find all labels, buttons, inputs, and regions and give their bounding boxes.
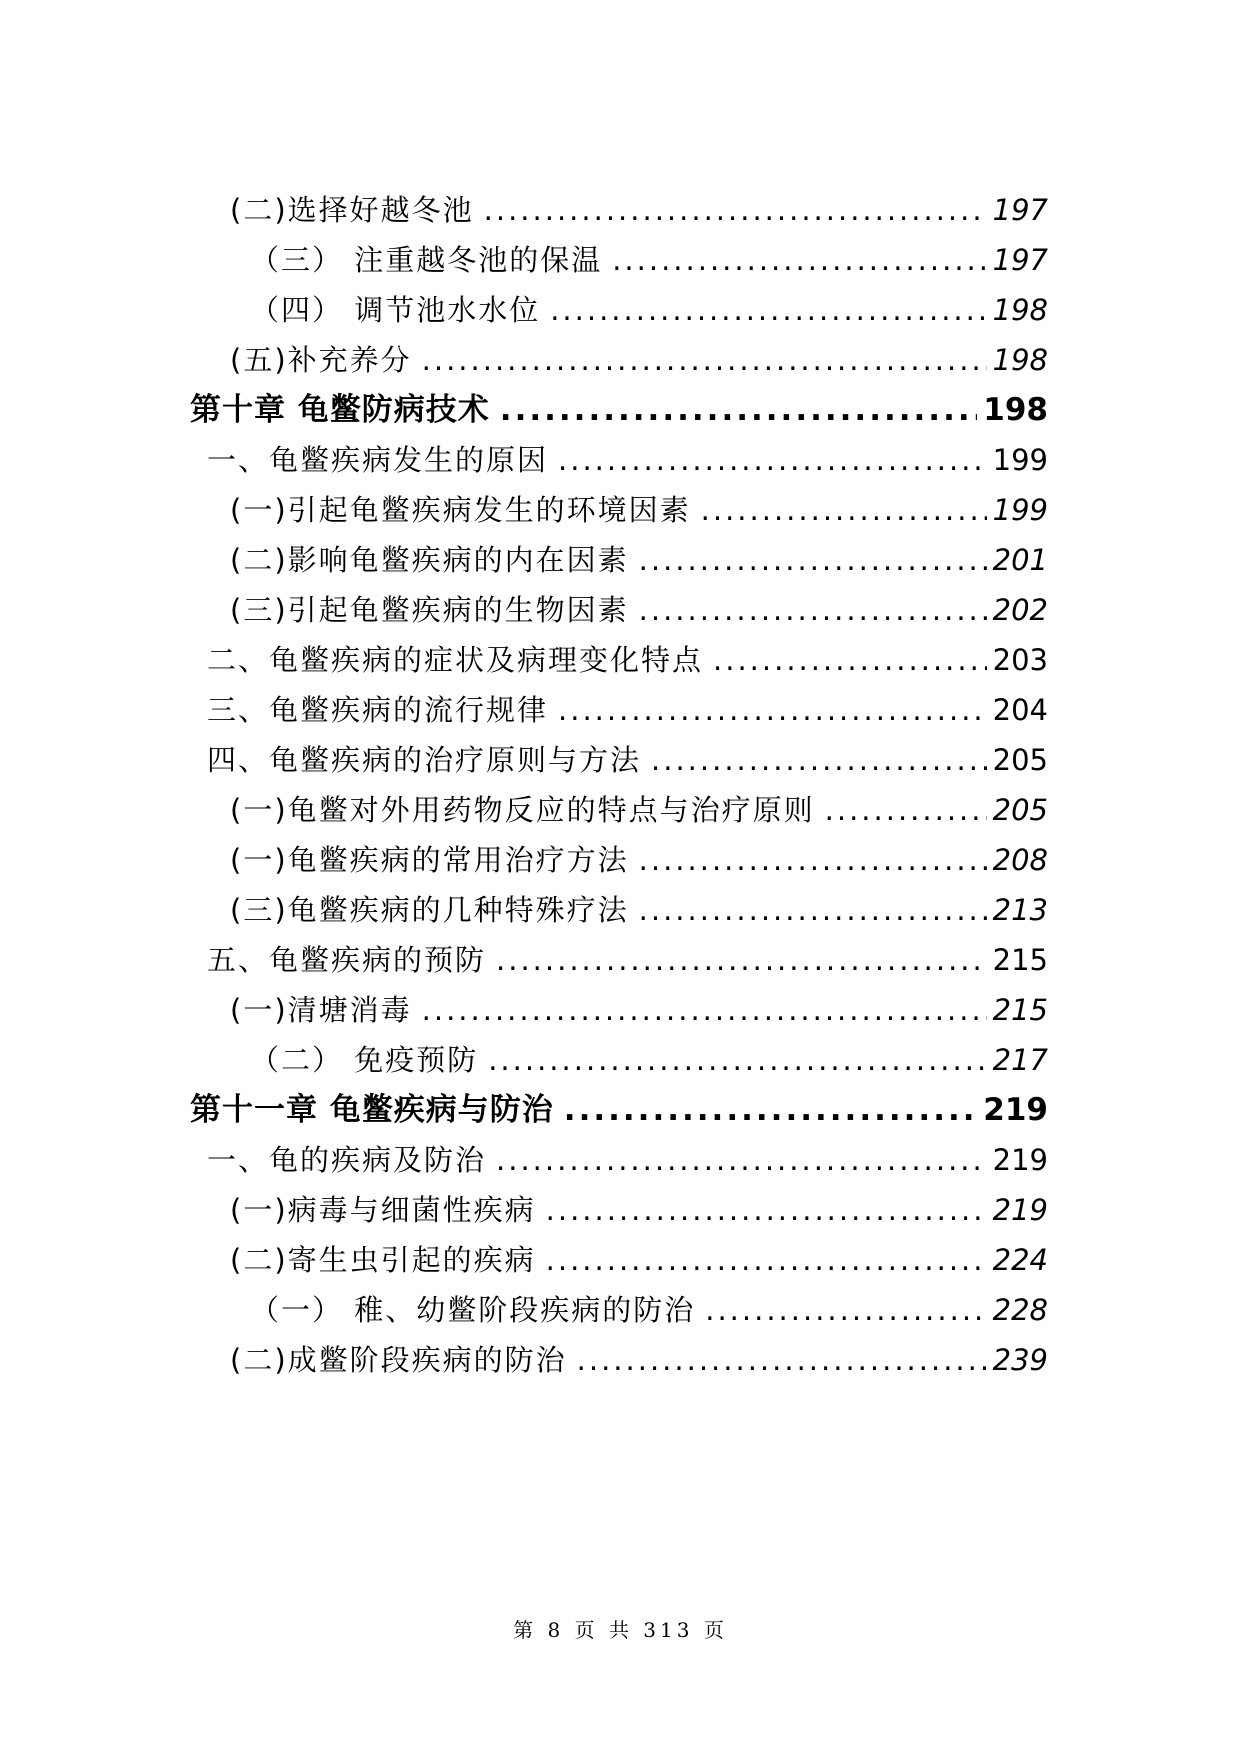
toc-entry-page: 198 [992, 343, 1048, 377]
toc-entry-title: （二） 免疫预防 [250, 1043, 479, 1077]
toc-entry[interactable] [230, 186, 1048, 234]
toc-entry-title: （一） 稚、幼鳖阶段疾病的防治 [250, 1293, 696, 1327]
toc-entry[interactable] [230, 986, 1048, 1034]
dot-leader [558, 436, 987, 484]
dot-leader [500, 386, 977, 434]
toc-entry-title: 三、龟鳖疾病的流行规律 [207, 693, 549, 727]
toc-entry-title: (五)补充养分 [230, 343, 412, 377]
toc-entry-title: (三)龟鳖疾病的几种特殊疗法 [230, 893, 629, 927]
toc-chapter-entry[interactable] [190, 386, 1048, 434]
toc-entry-page: 215 [992, 993, 1048, 1027]
toc-entry-page: 205 [992, 793, 1048, 827]
dot-leader [825, 786, 987, 834]
toc-entry-title: 五、龟鳖疾病的预防 [207, 943, 487, 977]
toc-entry-title: (一)引起龟鳖疾病发生的环境因素 [230, 493, 691, 527]
toc-entry[interactable] [250, 236, 1048, 284]
toc-section-entry[interactable] [207, 736, 1048, 784]
dot-leader [639, 886, 987, 934]
toc-entry-title: 四、龟鳖疾病的治疗原则与方法 [207, 743, 642, 777]
dot-leader [639, 836, 987, 884]
toc-entry-page: 198 [992, 293, 1048, 327]
toc-entry-title: (一)龟鳖疾病的常用治疗方法 [230, 843, 629, 877]
toc-entry-title: (二)选择好越冬池 [230, 193, 474, 227]
dot-leader [422, 986, 987, 1034]
toc-chapter-entry[interactable] [190, 1086, 1048, 1134]
toc-section-entry[interactable] [207, 636, 1048, 684]
toc-entry[interactable] [250, 1286, 1048, 1334]
dot-leader [651, 736, 987, 784]
toc-entry[interactable] [250, 1036, 1048, 1084]
toc-entry-page: 213 [992, 893, 1048, 927]
toc-entry[interactable] [230, 786, 1048, 834]
toc-entry-title: (三)引起龟鳖疾病的生物因素 [230, 593, 629, 627]
toc-section-entry[interactable] [207, 936, 1048, 984]
toc-entry-page: 204 [992, 693, 1048, 727]
toc-section-entry[interactable] [207, 436, 1048, 484]
dot-leader [639, 586, 987, 634]
toc-entry[interactable] [230, 1236, 1048, 1284]
toc-entry-page: 202 [992, 593, 1048, 627]
dot-leader [422, 336, 987, 384]
dot-leader [546, 1236, 987, 1284]
page-footer: 第 8 页 共 313 页 [513, 1618, 728, 1642]
toc-entry[interactable] [230, 836, 1048, 884]
toc-entry-page: 208 [992, 843, 1048, 877]
toc-entry-title: 二、龟鳖疾病的症状及病理变化特点 [207, 643, 704, 677]
toc-section-entry[interactable] [207, 1136, 1048, 1184]
dot-leader [713, 636, 987, 684]
toc-entry-page: 217 [992, 1043, 1048, 1077]
toc-entry[interactable] [230, 586, 1048, 634]
toc-entry-title: (二)寄生虫引起的疾病 [230, 1243, 536, 1277]
dot-leader [488, 1036, 986, 1084]
toc-entry-title: 第十一章 龟鳖疾病与防治 [190, 1092, 554, 1128]
dot-leader [705, 1286, 986, 1334]
toc-entry-page: 219 [992, 1193, 1048, 1227]
toc-entry-page: 239 [992, 1343, 1048, 1377]
dot-leader [484, 186, 987, 234]
dot-leader [577, 1336, 987, 1384]
dot-leader [558, 686, 987, 734]
toc-entry-page: 228 [992, 1293, 1048, 1327]
toc-entry-title: (一)清塘消毒 [230, 993, 412, 1027]
toc-entry-title: (二)影响龟鳖疾病的内在因素 [230, 543, 629, 577]
dot-leader [550, 286, 986, 334]
toc-entry-title: 一、龟的疾病及防治 [207, 1143, 487, 1177]
toc-section-entry[interactable] [207, 686, 1048, 734]
toc-entry[interactable] [230, 336, 1048, 384]
toc-entry-page: 197 [992, 243, 1048, 277]
toc-entry-title: (二)成鳖阶段疾病的防治 [230, 1343, 567, 1377]
toc-entry-title: （四） 调节池水水位 [250, 293, 541, 327]
dot-leader [612, 236, 986, 284]
dot-leader [496, 936, 987, 984]
toc-entry[interactable] [230, 486, 1048, 534]
toc-entry-page: 215 [992, 943, 1048, 977]
toc-entry[interactable] [230, 1186, 1048, 1234]
toc-entry-title: (一)龟鳖对外用药物反应的特点与治疗原则 [230, 793, 815, 827]
toc-entry-page: 197 [992, 193, 1048, 227]
toc-entry-page: 201 [992, 543, 1048, 577]
toc-entry[interactable] [230, 1336, 1048, 1384]
dot-leader [639, 536, 987, 584]
toc-entry[interactable] [250, 286, 1048, 334]
dot-leader [546, 1186, 987, 1234]
dot-leader [564, 1086, 977, 1134]
toc-entry-page: 219 [992, 1143, 1048, 1177]
toc-entry-page: 219 [983, 1092, 1048, 1128]
toc-entry[interactable] [230, 886, 1048, 934]
toc-entry[interactable] [230, 536, 1048, 584]
toc-entry-page: 198 [983, 392, 1048, 428]
dot-leader [701, 486, 987, 534]
toc-entry-page: 224 [992, 1243, 1048, 1277]
toc-entry-page: 199 [992, 443, 1048, 477]
toc-entry-page: 203 [992, 643, 1048, 677]
toc-entry-page: 199 [992, 493, 1048, 527]
toc-entry-title: (一)病毒与细菌性疾病 [230, 1193, 536, 1227]
toc-entry-title: 一、龟鳖疾病发生的原因 [207, 443, 549, 477]
toc-entry-page: 205 [992, 743, 1048, 777]
dot-leader [496, 1136, 987, 1184]
toc-entry-title: （三） 注重越冬池的保温 [250, 243, 603, 277]
toc-entry-title: 第十章 龟鳖防病技术 [190, 392, 490, 428]
